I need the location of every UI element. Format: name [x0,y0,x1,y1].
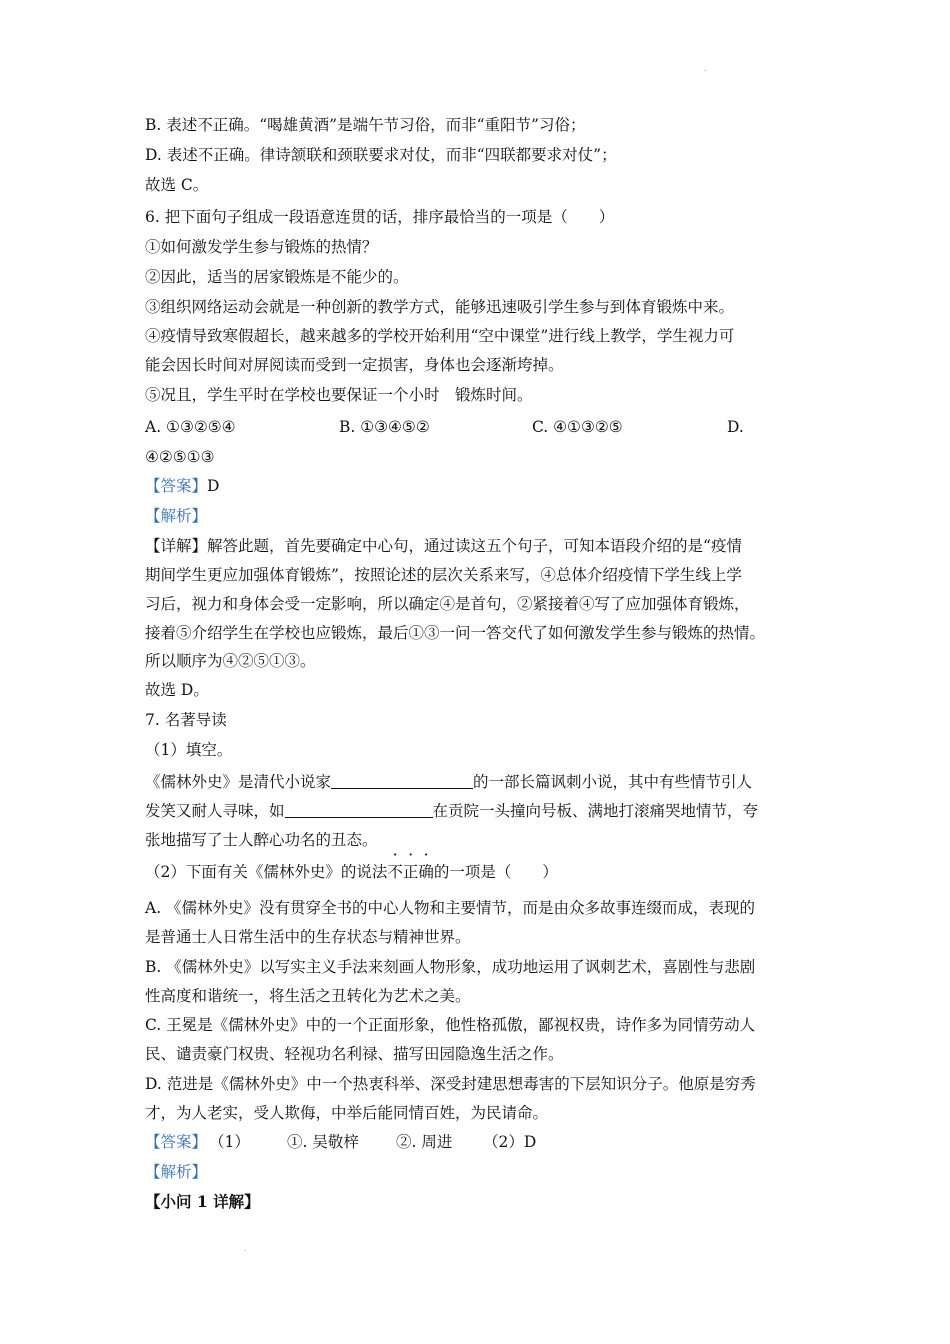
scan-mark: . [704,64,707,73]
option-b-text: B. 《儒林外史》以写实主义手法来刻画人物形象，成功地运用了讽刺艺术，喜剧性与悲剧 [145,958,756,976]
answer-value: D [207,477,220,495]
text-line: 故选 C。 [145,176,209,194]
detail-line: 期间学生更应加强体育锻炼”，按照论述的层次关系来写，④总体介绍疫情下学生线上学 [145,566,742,584]
sentence-1: ①如何激发学生参与锻炼的热情？ [145,238,378,256]
option-a-text: 是普通士人日常生活中的生存状态与精神世界。 [145,928,471,946]
detail-line: 所以顺序为④②⑤①③。 [145,652,316,670]
question-7-title: 7. 名著导读 [145,711,227,729]
fill-text: 《儒林外史》是清代小说家 [145,773,332,791]
question-7-part-1: （1）填空。 [145,741,233,759]
question-7-part-2 [145,861,558,883]
fill-text: 在贡院一头撞向号板、满地打滚痛哭地情节，夸 [432,802,759,820]
fill-line-1 [145,771,752,793]
answer-blank-2: ②. 周进 [396,1133,453,1151]
option-d: D. [727,418,744,436]
sentence-5: ⑤况且，学生平时在学校也要保证一个小时 锻炼时间。 [145,386,533,404]
detail-line: 故选 D。 [145,681,209,699]
blank-2[interactable] [285,801,433,818]
emphasis-char: 不 [387,863,403,881]
fill-line-3: 张地描写了士人醉心功名的丑态。 [145,831,378,849]
question-6-stem: 6. 把下面句子组成一段语意连贯的话，排序最恰当的一项是（ ） [145,208,615,226]
answer-2 [145,1131,565,1153]
answer-tag: 【答案】 [145,1133,208,1151]
option-d-value: ④②⑤①③ [145,448,215,466]
stem-text: 的一项是（ ） [433,863,558,881]
option-b-text: 性高度和谐统一，将生活之丑转化为艺术之美。 [145,987,471,1005]
option-c-text: C. 王冕是《儒林外史》中的一个正面形象，他性格孤傲，鄙视权贵，诗作多为同情劳动人 [145,1016,756,1034]
option-c: C. ④①③②⑤ [532,418,623,436]
detail-line: 接着⑤介绍学生在学校也应锻炼，最后①③一问一答交代了如何激发学生参与锻炼的热情。 [145,624,766,642]
emphasis-char: 正 [402,863,419,881]
blank-1[interactable] [331,772,473,789]
scan-mark: . [244,1244,247,1253]
option-b: B. ①③④⑤② [339,418,430,436]
text-line: D. 表述不正确。律诗颔联和颈联要求对仗，而非“四联都要求对仗”； [145,146,617,164]
detail-line [145,535,742,557]
option-a: A. ①③②⑤④ [145,418,236,436]
detail-tag: 【详解】 [145,537,208,555]
sub-question-1-heading: 【小问 1 详解】 [145,1192,260,1211]
detail-line: 习后，视力和身体会受一定影响，所以确定④是首句，②紧接着④写了应加强体育锻炼， [145,595,750,613]
fill-text: 发笑又耐人寻味，如 [145,802,285,820]
answer-tag: 【答案】 [145,477,208,495]
sentence-4: ④疫情导致寒假超长，越来越多的学校开始利用“空中课堂”进行线上教学，学生视力可 [145,327,735,345]
fill-text: 的一部长篇讽刺小说，其中有些情节引人 [473,773,753,791]
option-d-text: D. 范进是《儒林外史》中一个热衷科举、深受封建思想毒害的下层知识分子。他原是穷秀 [145,1075,756,1093]
answer-part-2: （2）D [483,1133,537,1151]
sentence-3: ③组织网络运动会就是一种创新的教学方式，能够迅速吸引学生参与到体育锻炼中来。 [145,298,735,316]
stem-text: （2）下面有关《儒林外史》的说法 [145,863,388,881]
analysis-tag: 【解析】 [145,507,208,525]
answer-blank-1: ①. 吴敬梓 [287,1133,359,1151]
answer-part-1: （1） [209,1133,250,1151]
options-row [145,416,795,438]
answer-1 [145,475,219,497]
option-c-text: 民、谴责豪门权贵、轻视功名利禄、描写田园隐逸生活之作。 [145,1045,564,1063]
emphasis-char: 确 [418,863,434,881]
sentence-4-cont: 能会因长时间对屏阅读而受到一定损害，身体也会逐渐垮掉。 [145,356,564,374]
option-a-text: A. 《儒林外史》没有贯穿全书的中心人物和主要情节，而是由众多故事连缀而成，表现的 [145,899,756,917]
detail-text: 解答此题，首先要确定中心句，通过读这五个句子，可知本语段介绍的是“疫情 [207,537,742,555]
sentence-2: ②因此，适当的居家锻炼是不能少的。 [145,268,409,286]
option-d-text: 才，为人老实，受人欺侮，中举后能同情百姓，为民请命。 [145,1104,549,1122]
analysis-tag: 【解析】 [145,1163,208,1181]
fill-line-2 [145,800,758,822]
text-line: B. 表述不正确。“喝雄黄酒”是端午节习俗，而非“重阳节”习俗； [145,116,586,134]
